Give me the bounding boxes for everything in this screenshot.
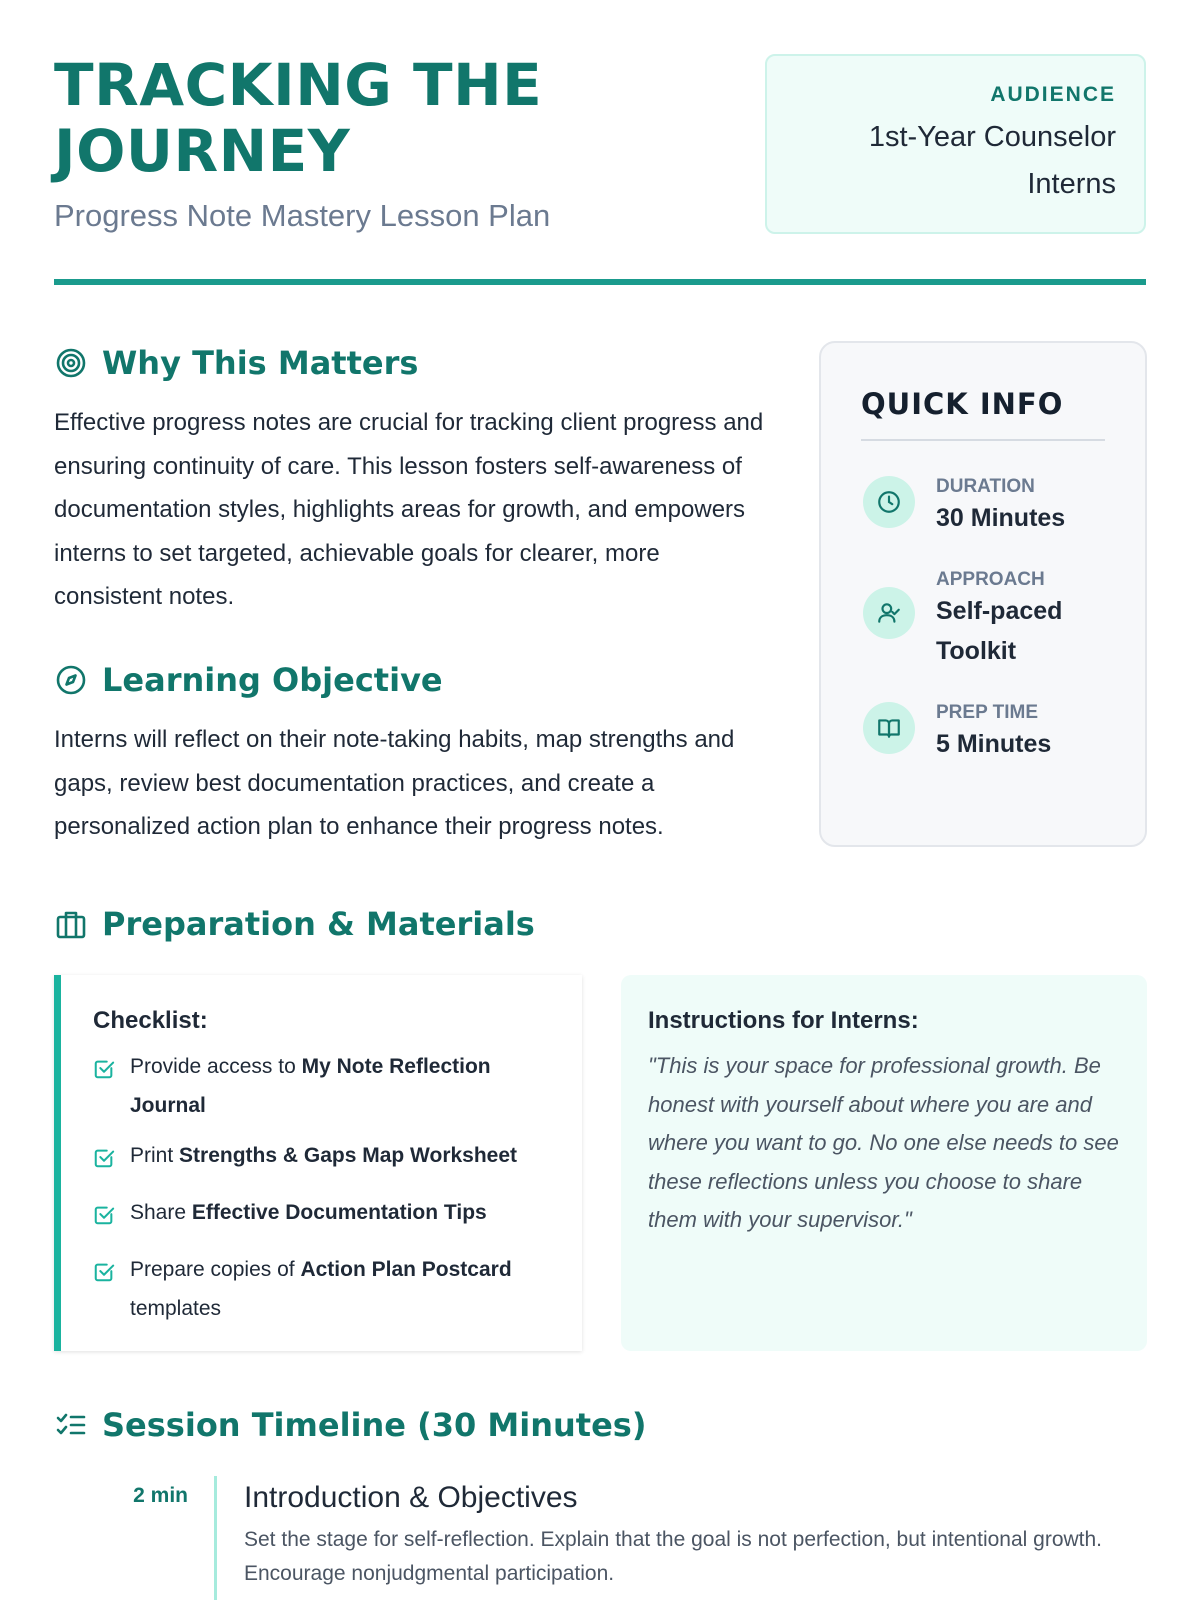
check-square-icon: [93, 1193, 117, 1239]
checklist-item: Print Strengths & Gaps Map Worksheet: [93, 1136, 552, 1182]
user-check-icon: [863, 587, 915, 639]
audience-label: AUDIENCE: [990, 83, 1116, 106]
check-square-icon: [93, 1047, 117, 1125]
duration-value: 30 Minutes: [936, 504, 1066, 532]
approach-value: Self-paced Toolkit: [936, 597, 1063, 665]
checklist-item: Share Effective Documentation Tips: [93, 1193, 552, 1239]
quick-info-card: [819, 341, 1147, 847]
objective-heading-text: Learning Objective: [102, 661, 443, 699]
prep-time-value: 5 Minutes: [936, 730, 1052, 758]
prep-heading: [54, 904, 535, 944]
objective-body: Interns will reflect on their note-taking habits, map strengths and gaps, review best documentation practices, and create a personalized action plan to enhance their progress notes.: [54, 726, 735, 840]
timeline-line: [214, 1476, 217, 1600]
quick-info-item: [863, 476, 1065, 538]
why-heading-text: Why This Matters: [102, 344, 419, 382]
timeline-item-desc: Set the stage for self-reflection. Explain that the goal is not perfection, but intentional growth. Encourage nonjudgmental participation.: [244, 1528, 1103, 1585]
clock-icon: [863, 476, 915, 528]
quick-info-item: [863, 702, 1051, 764]
briefcase-icon: [54, 907, 88, 941]
objective-heading: [54, 660, 443, 700]
duration-label: DURATION: [936, 476, 1035, 497]
timeline-item-title: Introduction & Objectives: [244, 1481, 578, 1514]
why-body: Effective progress notes are crucial for tracking client progress and ensuring continuity of care. This lesson fosters self-awareness of documentation styles, highlights areas for growth, and empowers interns to set targeted, achievable goals for clearer, more consistent notes.: [54, 409, 764, 610]
instructions-quote: "This is your space for professional growth. Be honest with yourself about where you are and where you want to go. No one else needs to see these reflections unless you choose to share them with your supervisor.": [648, 1053, 1119, 1232]
checklist-card: [54, 975, 582, 1351]
list-checks-icon: [54, 1408, 88, 1442]
compass-icon: [54, 663, 88, 697]
page-title: TRACKING THE JOURNEY: [54, 51, 543, 185]
quick-info-item: [863, 569, 1086, 671]
timeline-heading-text: Session Timeline (30 Minutes): [102, 1406, 647, 1444]
page-subtitle: Progress Note Mastery Lesson Plan: [54, 198, 551, 233]
prep-time-label: PREP TIME: [936, 702, 1039, 723]
checklist-item: Prepare copies of Action Plan Postcard templates: [93, 1250, 552, 1328]
checklist-heading: Checklist:: [93, 1007, 208, 1034]
header-divider: [54, 279, 1146, 285]
timeline-heading: [54, 1405, 646, 1445]
checklist-item: Provide access to My Note Reflection Journal: [93, 1047, 552, 1125]
check-square-icon: [93, 1250, 117, 1328]
instructions-heading: Instructions for Interns:: [648, 1007, 919, 1034]
target-icon: [54, 346, 88, 380]
quick-info-title: QUICK INFO: [861, 387, 1105, 441]
book-open-icon: [863, 702, 915, 754]
prep-heading-text: Preparation & Materials: [102, 905, 535, 943]
audience-box: [765, 54, 1146, 234]
audience-value: 1st-Year Counselor Interns: [868, 121, 1116, 200]
approach-label: APPROACH: [936, 569, 1045, 590]
why-heading: [54, 343, 418, 383]
timeline-time: 2 min: [133, 1484, 188, 1507]
instructions-card: [621, 975, 1147, 1351]
check-square-icon: [93, 1136, 117, 1182]
